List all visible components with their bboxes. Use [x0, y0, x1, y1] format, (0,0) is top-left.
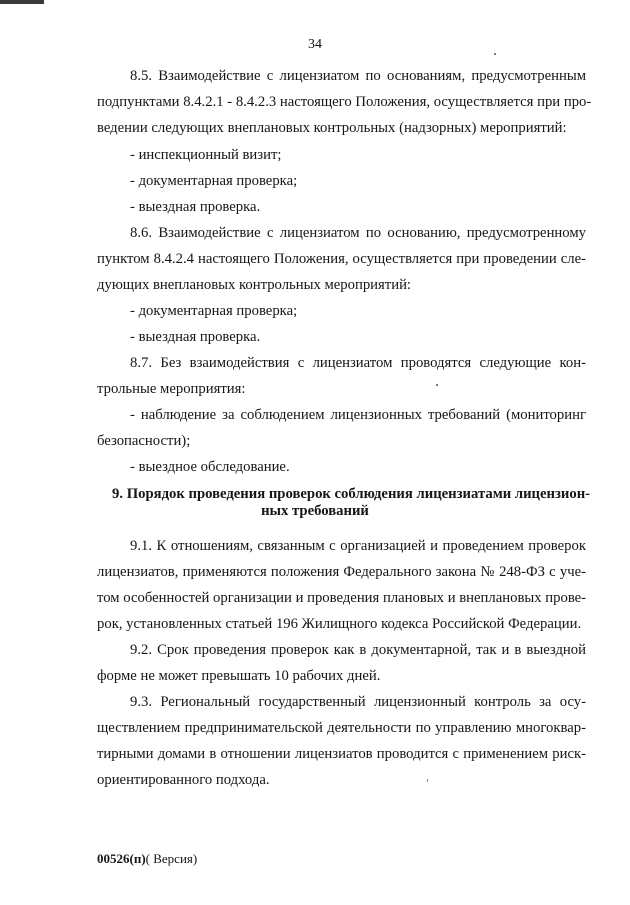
para-8-7-line-2: трольные мероприятия:	[97, 381, 246, 397]
para-9-3-line-2: ществлением предпринимательской деятельности по управлению многоквар-	[97, 720, 586, 736]
scan-speck	[436, 384, 438, 386]
list-item: - выездная проверка.	[130, 199, 261, 215]
list-item: - выездное обследование.	[130, 459, 290, 475]
list-item: - инспекционный визит;	[130, 147, 282, 163]
para-8-6-line-2: пунктом 8.4.2.4 настоящего Положения, осуществляется при проведении сле-	[97, 251, 586, 267]
para-9-3-line-3: тирными домами в отношении лицензиатов проводится с применением риск-	[97, 746, 586, 762]
para-9-1-line-2: лицензиатов, применяются положения Федерального закона № 248-ФЗ с уче-	[97, 564, 586, 580]
list-item: - наблюдение за соблюдением лицензионных требований (мониторинг	[130, 407, 586, 423]
footer-code: 00526(п)	[97, 851, 146, 866]
footer-label: ( Версия)	[145, 851, 198, 866]
para-9-2-line-2: форме не может превышать 10 рабочих дней.	[97, 668, 381, 684]
para-8-5-line-1: 8.5. Взаимодействие с лицензиатом по основаниям, предусмотренным	[130, 68, 586, 84]
para-9-3-line-4: ориентированного подхода.	[97, 772, 270, 788]
list-item: - документарная проверка;	[130, 173, 298, 189]
section-heading-line-1: 9. Порядок проведения проверок соблюдения лицензиатами лицензион-	[112, 486, 591, 502]
scan-speck	[494, 53, 496, 55]
section-heading-line-2: ных требований	[261, 503, 369, 519]
scan-speck	[427, 779, 428, 782]
page-number: 34	[308, 37, 322, 52]
para-8-5-line-2: подпунктами 8.4.2.1 - 8.4.2.3 настоящего Положения, осуществляется при про-	[97, 94, 592, 110]
para-9-1-line-4: рок, установленных статьей 196 Жилищного кодекса Российской Федерации.	[97, 616, 582, 632]
para-9-1-line-3: том особенностей организации и проведения плановых и внеплановых прове-	[97, 590, 587, 606]
list-item: - выездная проверка.	[130, 329, 261, 345]
scan-edge-mark	[0, 0, 44, 4]
list-item: - документарная проверка;	[130, 303, 298, 319]
para-8-7-line-1: 8.7. Без взаимодействия с лицензиатом проводятся следующие кон-	[130, 355, 586, 371]
para-8-6-line-3: дующих внеплановых контрольных мероприятий:	[97, 277, 412, 293]
para-9-2-line-1: 9.2. Срок проведения проверок как в документарной, так и в выездной	[130, 642, 586, 658]
document-footer	[97, 851, 197, 867]
para-9-3-line-1: 9.3. Региональный государственный лицензионный контроль за осу-	[130, 694, 586, 710]
para-8-5-line-3: ведении следующих внеплановых контрольных (надзорных) мероприятий:	[97, 120, 567, 136]
para-9-1-line-1: 9.1. К отношениям, связанным с организацией и проведением проверок	[130, 538, 586, 554]
list-item-continuation: безопасности);	[97, 433, 191, 449]
para-8-6-line-1: 8.6. Взаимодействие с лицензиатом по основанию, предусмотренному	[130, 225, 586, 241]
